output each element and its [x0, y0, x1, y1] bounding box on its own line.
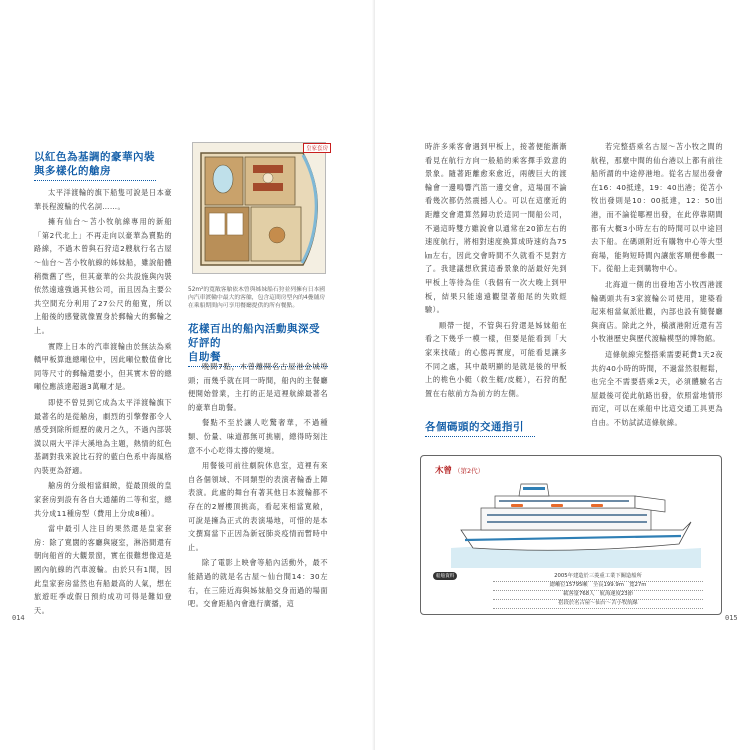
heading-line2: 與多樣化的艙房	[34, 165, 111, 177]
ship-name	[435, 464, 484, 476]
floor-plan-illustration	[193, 143, 325, 273]
right-page	[375, 0, 750, 750]
page-number-left: 014	[12, 614, 25, 622]
section-heading-access: 各個碼頭的交通指引	[425, 420, 535, 437]
paragraph: 即使不曾見到它成為太平洋渡輪旗下最著名的是從艙房，劇烈的引擎聲都令人感受到除所經歷的歲月之久，不過內部裝潢以兩大平洋大溪地為主題，熱情的紅色基調對我來說比石狩的藍白色系中海風格內裝更為舒適。	[34, 397, 172, 475]
heading2-line1: 花樣百出的船內活動與深受好評的	[188, 323, 320, 349]
figure-caption: 52m²的寬敞客艙依木曾與姊妹船石狩並列擁有日本國內汽車渡輪中最大的客艙，包含這間房型內的4疊舖房在乘船期間內可享用餐廳提供的所有餐點。	[188, 287, 326, 309]
paragraph: 太平洋渡輪的旗下船隻可說是日本豪華長程渡輪的代名詞……。	[34, 188, 172, 211]
spec-tag: 船舶資料	[433, 572, 457, 580]
ship-generation: （第2代）	[454, 467, 485, 475]
paragraph: 北海道一側的出發地苫小牧西港渡輪碼頭共有3家渡輪公司使用，建築看起來相當氣派壯觀，內部也設有簡餐廳與商店。除此之外，橫濱港附近還有苫小牧港歷史與歷代渡輪模型的博物館。	[591, 279, 723, 344]
spec-line: 載客量768人 航海速度23節	[493, 590, 703, 600]
figure-tag: 皇家套房	[303, 143, 331, 153]
paragraph: 時許多乘客會遇到甲板上，接著便能漸漸看見在航行方向一般船的乘客擇手致意的景象。隨著距離愈來愈近，兩艘巨大的渡輪會一邊鳴響汽笛一邊交會，這場面不論看幾次都仍然震撼人心。可以在這麼近的距離交會還算然歸功於這同一間船公司，不過這時雙方雖說會以通常在20節左右的速度航行，將相對速度換算成時速約為75㎞左右，因此交會時間不久就看不見對方了。我建議想欣賞這番景象的話最好先到甲板上等待為佳（我個有一次大晚上到甲板，結果只能遠遠觀望著船尾的失敗經驗）。	[425, 142, 567, 315]
heading2-line2: 自助餐	[188, 351, 221, 363]
paragraph: 晚間7點，木曾離開名古屋港金城埠頭；而幾乎就在同一時間，船內的主餐廳便開始營業，主打的正是這裡航線最著名的豪華自助餐。	[188, 362, 328, 412]
royal-suite-floor-plan	[192, 142, 326, 274]
paragraph: 這條航線完整搭乘需要耗費1天2夜共約40小時的時間，不過當然很輕鬆，也完全不需要搭乘2天，必須體驗名古屋最後可從此航路出發，依照當地情形而定，可以在乘船中比這交通工具更為自由。不妨試試這條航線。	[591, 349, 723, 427]
paragraph: 當中最引人注目的果然還是皇家套房：除了寬闊的客廳與寢室，淋浴間還有朝向船首的大觀景窗，實在很難想像這是國內航線的汽車渡輪。由於只有1間，因此皇家套房當然也有船最高的人氣，想在旅遊旺季或假日預約成功可得是難如登天。	[34, 524, 172, 615]
left-column-text	[34, 186, 172, 617]
right-column1-text	[425, 140, 567, 400]
spec-line: 總噸位15795噸 全長199.9m 寬27m	[493, 581, 703, 591]
paragraph: 順帶一提，不管與石狩還是姊妹船在看之下幾乎一模一樣，但要是能看到「大家來找碴」的心態再實度，可能看見讓多不同之處，其中最明顯的是就是後的甲板上的桅色小艇（救生艇/皮艇），石狩的配置在右舷前方為前方的左側。	[425, 320, 567, 398]
left-column2-text	[188, 360, 328, 611]
spec-line: 2005年建造於三菱重工業下關造船所	[493, 572, 703, 582]
ship-name-text: 木曾	[435, 466, 453, 476]
page-number-right: 015	[725, 614, 738, 622]
paragraph: 實際上日本的汽車渡輪由於無法為乘轎甲板算進總噸位中，因此噸位數值會比同等尺寸的郵輪還要小，但其實木曾的總噸位應該達超過3萬噸才是。	[34, 341, 172, 392]
ship-data-box	[420, 455, 722, 615]
paragraph: 若完整搭乘名古屋～苫小牧之間的航程，那麼中間的仙台港以上都有前往船所謂的中途停港地。從名古屋出發會在16：40抵達，19：40出港；從苫小牧出發則是10：00抵達，12：50出港，而不論從哪裡出發，在此停靠期間都有大概3小時左右的時間可以中途回去下船。在碼頭附近有購物中心等大型商場，能夠短時間內讓旅客順便參觀一下。從船上走到購物中心。	[591, 142, 723, 274]
ferry-illustration	[451, 478, 701, 568]
paragraph: 艙房的分級相當細緻，從最頂級的皇家套房到設有各自大通舖的二等和室，總共分成11種房型（費用上分成8種）。	[34, 481, 172, 518]
section-heading-interior	[34, 150, 156, 181]
paragraph: 餐點不至於讓人吃驚奢華，不過種類、份量、味道都無可挑剔，總得時刻注意不小心吃得太撐的變境。	[188, 418, 328, 455]
right-column2-text	[591, 140, 723, 429]
paragraph: 擁有仙台～苫小牧航線專用的新船「第2代北上」不再走向以豪華為賣點的路線，不過木曾與石狩這2艘航行名古屋～仙台～苫小牧航線的姊妹船，雖說船體稍微舊了些，但其豪華的公共設施與內裝依然遠遠強過其他公司，而且因為主要公共空間充分利用了27公尺的船寬，所以上船後的感覺就像置身於郵輪大的郵輪之上。	[34, 217, 172, 335]
paragraph: 用餐後可前往劇院休息室，這裡有來自各個領域、不同類型的表演者輪番上陣表演。此處的舞台有著其他日本渡輪都不存在的2層樓頂挑高，看起來相當寬敞，可說是擁為正式的表演場地，可惜的是本文撰寫當下正因為新冠肺炎疫情而暫時中止。	[188, 461, 328, 552]
spec-line: 搭段於名古屋～仙台～苫小牧航線	[493, 599, 703, 609]
heading-line1: 以紅色為基調的豪華內裝	[34, 151, 155, 163]
paragraph: 除了電影上映會等船內活動外，最不能錯過的就是名古屋～仙台間14：30左右，在三陸近海與姊妹船交身而過的場面吧。交會距船內會進行廣播，這	[188, 558, 328, 609]
